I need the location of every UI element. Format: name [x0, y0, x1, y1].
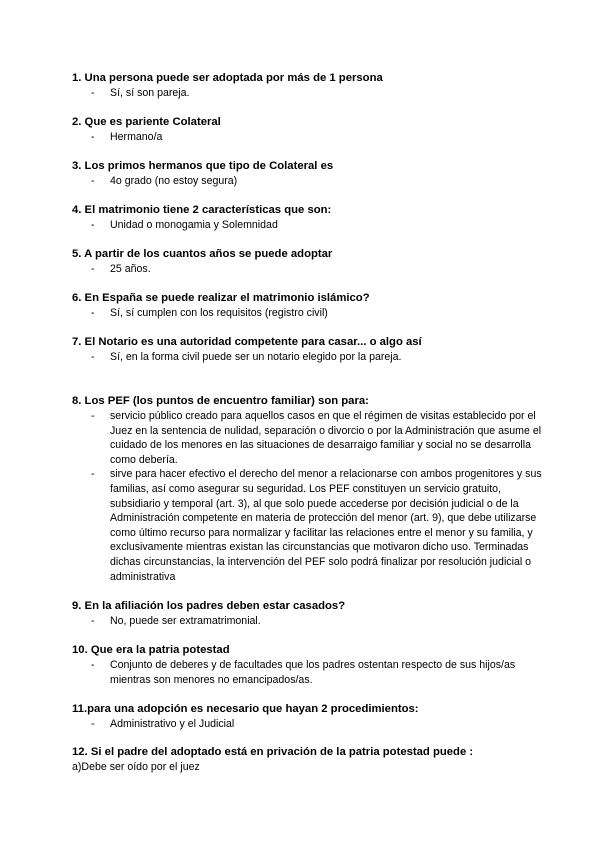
answer-item: - 25 años. [91, 263, 151, 275]
question-8 [72, 394, 542, 584]
question-2 [72, 115, 542, 145]
question-10 [72, 643, 542, 687]
question-title: 2. Que es pariente Colateral [72, 116, 221, 128]
answer-list [72, 717, 542, 732]
bullet-dash: - [91, 351, 95, 363]
question-title: 3. Los primos hermanos que tipo de Colateral es [72, 160, 334, 172]
question-title: 10. Que era la patria potestad [72, 644, 230, 656]
answer-list [72, 174, 542, 189]
question-3 [72, 159, 542, 189]
question-7 [72, 335, 542, 365]
answer-item: - Unidad o monogamia y Solemnidad [91, 219, 278, 231]
answer-item: - Hermano/a [91, 131, 163, 143]
bullet-dash: - [91, 219, 95, 231]
question-title: 11.para una adopción es necesario que hayan 2 procedimientos: [72, 703, 419, 715]
answer-item: - Sí, en la forma civil puede ser un notario elegido por la pareja. [91, 351, 402, 363]
answer-text: a)Debe ser oído por el juez [72, 761, 200, 773]
bullet-dash: - [91, 659, 95, 671]
question-title: 8. Los PEF (los puntos de encuentro familiar) son para: [72, 395, 369, 407]
question-title: 4. El matrimonio tiene 2 características que son: [72, 204, 332, 216]
answer-list [72, 86, 542, 101]
question-12 [72, 745, 542, 775]
bullet-dash: - [91, 307, 95, 319]
bullet-dash: - [91, 175, 95, 187]
answer-list [72, 218, 542, 233]
question-11 [72, 702, 542, 732]
answer-item: - Sí, sí son pareja. [91, 87, 190, 99]
question-4 [72, 203, 542, 233]
question-title: 9. En la afiliación los padres deben estar casados? [72, 600, 346, 612]
answer-list [72, 130, 542, 145]
bullet-dash: - [91, 718, 95, 730]
answer-list [72, 350, 542, 365]
answer-item: - Sí, sí cumplen con los requisitos (registro civil) [91, 307, 328, 319]
question-9 [72, 599, 542, 629]
answer-item: - No, puede ser extramatrimonial. [91, 615, 261, 627]
question-title: 7. El Notario es una autoridad competente para casar... o algo así [72, 336, 422, 348]
question-6 [72, 291, 542, 321]
answer-list [72, 658, 542, 687]
answer-item: - Conjunto de deberes y de facultades que los padres ostentan respecto de sus hijos/as mientras son menores no emancipados/as. [91, 659, 516, 686]
bullet-dash: - [91, 263, 95, 275]
answer-item: - servicio público creado para aquellos casos en que el régimen de visitas establecido por el Juez en la sentencia de nulidad, separación o divorcio o por la Administración que asume el cuidado de los menores en las situaciones de desarraigo familiar y social no se desarrolla como debería. [91, 410, 542, 466]
bullet-dash: - [91, 131, 95, 143]
question-1 [72, 71, 542, 101]
question-title: 12. Si el padre del adoptado está en privación de la patria potestad puede : [72, 746, 474, 758]
question-5 [72, 247, 542, 277]
bullet-dash: - [91, 410, 95, 422]
question-title: 6. En España se puede realizar el matrimonio islámico? [72, 292, 370, 304]
answer-item: - Administrativo y el Judicial [91, 718, 235, 730]
bullet-dash: - [91, 87, 95, 99]
answer-item: - sirve para hacer efectivo el derecho del menor a relacionarse con ambos progenitores y sus familias, así como asegurar su seguridad. Los PEF constituyen un servicio gratuito, subsidiario y temporal (art. 3), al que solo puede accederse por decisión judicial o de la Administración competente en materia de protección del menor (art. 9), que debe utilizarse como último recurso para normalizar y facilitar las relaciones entre el menor y su familia, y exclusivamente mientras existan las circunstancias que motivaron dicho uso. Terminadas dichas circunstancias, la intervención del PEF solo podrá finalizar por resolución judicial o administrativa [91, 468, 542, 583]
answer-item: - 4o grado (no estoy segura) [91, 175, 238, 187]
answer-list [72, 614, 542, 629]
answer-list [72, 409, 542, 584]
answer-list [72, 262, 542, 277]
bullet-dash: - [91, 615, 95, 627]
question-title: 1. Una persona puede ser adoptada por más de 1 persona [72, 72, 383, 84]
bullet-dash: - [91, 468, 95, 481]
question-title: 5. A partir de los cuantos años se puede adoptar [72, 248, 333, 260]
answer-list [72, 306, 542, 321]
